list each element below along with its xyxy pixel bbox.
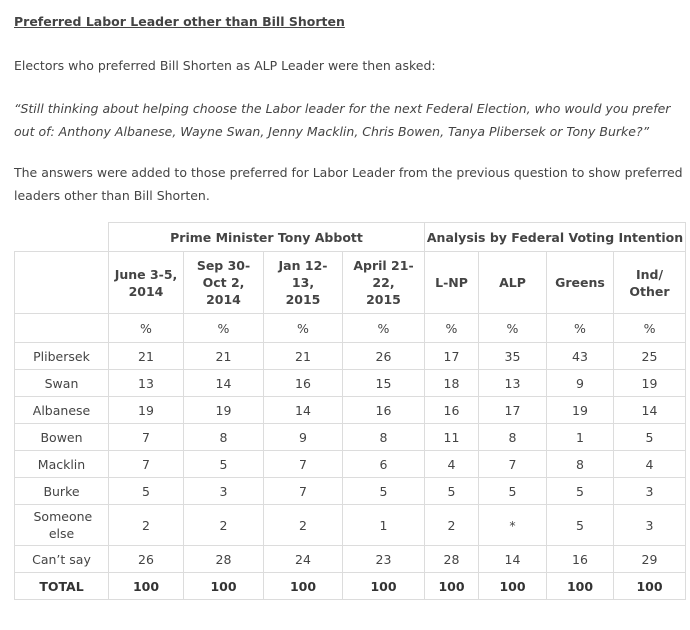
column-header-line: June 3-5,	[114, 266, 178, 282]
value-cell: 1	[547, 424, 614, 451]
value-cell: 2	[264, 505, 343, 546]
value-cell: 21	[109, 343, 184, 370]
value-cell: 100	[264, 573, 343, 600]
results-table	[14, 222, 686, 600]
row-label	[15, 505, 109, 546]
column-header-line: April 21-	[353, 258, 414, 273]
value-cell: 5	[425, 478, 479, 505]
value-cell: 16	[547, 546, 614, 573]
value-cell: 43	[547, 343, 614, 370]
unit-cell: %	[547, 314, 614, 343]
value-cell: 5	[109, 478, 184, 505]
value-cell: 5	[479, 478, 547, 505]
value-cell: 16	[264, 370, 343, 397]
value-cell: 2	[425, 505, 479, 546]
value-cell: 3	[614, 478, 686, 505]
value-cell: 8	[547, 451, 614, 478]
value-cell: 9	[547, 370, 614, 397]
group-header-pm: Prime Minister Tony Abbott	[109, 223, 425, 252]
value-cell: 24	[264, 546, 343, 573]
value-cell: 19	[614, 370, 686, 397]
value-cell: 5	[343, 478, 425, 505]
value-cell: 19	[184, 397, 264, 424]
unit-row	[15, 314, 686, 343]
column-header-row	[15, 252, 686, 314]
value-cell: 28	[184, 546, 264, 573]
value-cell: 26	[109, 546, 184, 573]
column-header-line: 2014	[206, 292, 241, 307]
column-header-line: ALP	[499, 275, 526, 290]
value-cell: 4	[425, 451, 479, 478]
value-cell: 9	[264, 424, 343, 451]
value-cell: 5	[614, 424, 686, 451]
value-cell: 5	[547, 505, 614, 546]
table-row	[15, 546, 686, 573]
value-cell: 14	[479, 546, 547, 573]
survey-question: “Still thinking about helping choose the Labor leader for the next Federal Election, who would you prefer out of: Anthony Albanese, Wayne Swan, Jenny Macklin, Chris Bowen, Tanya Plibersek or Tony Burke?”	[14, 101, 671, 139]
value-cell: 16	[425, 397, 479, 424]
value-cell: 100	[425, 573, 479, 600]
row-label: Burke	[15, 478, 109, 505]
value-cell: 5	[547, 478, 614, 505]
explanation-paragraph: The answers were added to those preferred for Labor Leader from the previous question to show preferred leaders other than Bill Shorten.	[14, 165, 683, 203]
unit-cell: %	[343, 314, 425, 343]
row-label-text: Someone else	[33, 509, 93, 541]
row-label: Can’t say	[15, 546, 109, 573]
value-cell: 35	[479, 343, 547, 370]
column-header	[425, 252, 479, 314]
table-row	[15, 424, 686, 451]
value-cell: 19	[109, 397, 184, 424]
table-row	[15, 397, 686, 424]
value-cell: 29	[614, 546, 686, 573]
group-header-row	[15, 223, 686, 252]
value-cell: 15	[343, 370, 425, 397]
value-cell: 17	[425, 343, 479, 370]
value-cell: 7	[264, 451, 343, 478]
value-cell: 8	[343, 424, 425, 451]
value-cell: 14	[614, 397, 686, 424]
column-header-line: Greens	[555, 275, 605, 290]
value-cell: 8	[479, 424, 547, 451]
value-cell: 13	[109, 370, 184, 397]
value-cell: 4	[614, 451, 686, 478]
column-header-line: Oct 2,	[202, 275, 245, 290]
unit-cell: %	[425, 314, 479, 343]
value-cell: 2	[184, 505, 264, 546]
column-header	[109, 252, 184, 314]
value-cell: 13	[479, 370, 547, 397]
table-row	[15, 370, 686, 397]
table-row	[15, 505, 686, 546]
table-row	[15, 343, 686, 370]
corner-cell	[15, 223, 109, 252]
value-cell: 16	[343, 397, 425, 424]
value-cell: 100	[614, 573, 686, 600]
value-cell: 18	[425, 370, 479, 397]
column-header-line: L-NP	[435, 275, 468, 290]
table-row	[15, 451, 686, 478]
value-cell: 23	[343, 546, 425, 573]
unit-cell: %	[479, 314, 547, 343]
table-body	[15, 343, 686, 600]
value-cell: 3	[614, 505, 686, 546]
value-cell: 21	[184, 343, 264, 370]
column-header	[184, 252, 264, 314]
value-cell: 1	[343, 505, 425, 546]
value-cell: 3	[184, 478, 264, 505]
column-header	[614, 252, 686, 314]
value-cell: 6	[343, 451, 425, 478]
corner-cell	[15, 252, 109, 314]
row-label: Macklin	[15, 451, 109, 478]
column-header	[479, 252, 547, 314]
table-row	[15, 478, 686, 505]
group-header-analysis: Analysis by Federal Voting Intention	[425, 223, 686, 252]
value-cell: 11	[425, 424, 479, 451]
unit-cell: %	[264, 314, 343, 343]
row-label: TOTAL	[15, 573, 109, 600]
column-header-line: 2014	[128, 283, 164, 299]
value-cell: 100	[547, 573, 614, 600]
section-heading: Preferred Labor Leader other than Bill Shorten	[14, 14, 345, 29]
intro-paragraph: Electors who preferred Bill Shorten as ALP Leader were then asked:	[14, 58, 436, 73]
value-cell: 8	[184, 424, 264, 451]
row-label: Bowen	[15, 424, 109, 451]
column-header-line: 22,	[372, 275, 395, 290]
value-cell: 100	[109, 573, 184, 600]
value-cell: 2	[109, 505, 184, 546]
value-cell: 25	[614, 343, 686, 370]
value-cell: 14	[184, 370, 264, 397]
column-header-line: Other	[629, 283, 670, 299]
value-cell: 7	[109, 424, 184, 451]
value-cell: 5	[184, 451, 264, 478]
column-header-line: Jan 12-	[278, 258, 328, 273]
column-header-line: 2015	[285, 292, 321, 307]
value-cell: 14	[264, 397, 343, 424]
column-header-line: 13,	[291, 275, 315, 290]
value-cell: 28	[425, 546, 479, 573]
column-header-line: Ind/	[635, 266, 664, 282]
column-header	[547, 252, 614, 314]
value-cell: 100	[479, 573, 547, 600]
column-header	[264, 252, 343, 314]
unit-cell: %	[109, 314, 184, 343]
column-header-line: Sep 30-	[196, 258, 251, 273]
value-cell: 19	[547, 397, 614, 424]
row-label: Swan	[15, 370, 109, 397]
value-cell: *	[479, 505, 547, 546]
value-cell: 21	[264, 343, 343, 370]
corner-cell	[15, 314, 109, 343]
value-cell: 7	[264, 478, 343, 505]
value-cell: 7	[109, 451, 184, 478]
value-cell: 100	[184, 573, 264, 600]
table-row	[15, 573, 686, 600]
value-cell: 100	[343, 573, 425, 600]
row-label: Plibersek	[15, 343, 109, 370]
unit-cell: %	[614, 314, 686, 343]
row-label: Albanese	[15, 397, 109, 424]
value-cell: 17	[479, 397, 547, 424]
unit-cell: %	[184, 314, 264, 343]
column-header	[343, 252, 425, 314]
value-cell: 7	[479, 451, 547, 478]
column-header-line: 2015	[366, 292, 401, 307]
value-cell: 26	[343, 343, 425, 370]
